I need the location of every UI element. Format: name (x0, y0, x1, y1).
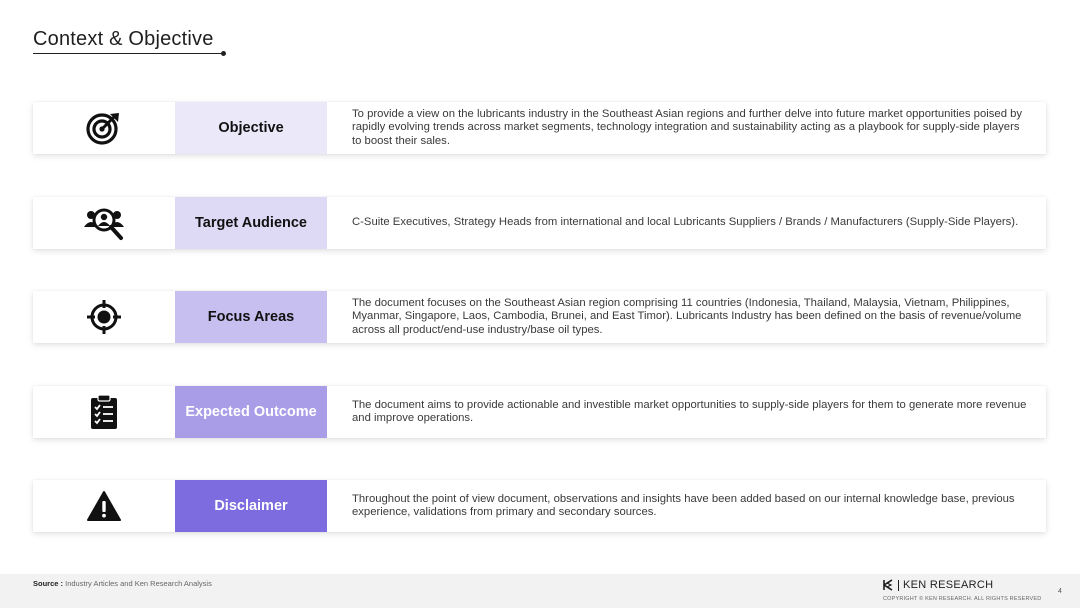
brand-separator (898, 580, 899, 591)
icon-cell (33, 102, 175, 154)
row-description: Throughout the point of view document, observations and insights have been added based on our internal knowledge base, previous experience, validations from primary and secondary sources. (352, 492, 1015, 518)
row-disclaimer (33, 480, 1046, 532)
row-label: Objective (175, 102, 327, 154)
page-number: 4 (1058, 588, 1062, 595)
icon-cell (33, 480, 175, 532)
source-label: Source : (33, 579, 64, 588)
title-underline-dot (221, 51, 226, 56)
brand-logo (883, 579, 993, 591)
row-description: To provide a view on the lubricants industry in the Southeast Asian regions and further delve into future market opportunities poised by rapidly evolving trends across market segments, technology integration and sustainability acting as a playbook for supply-side players to boost their sales. (352, 107, 1023, 147)
page-title: Context & Objective (33, 28, 214, 50)
brand-name: KEN RESEARCH (903, 579, 994, 591)
row-expected-outcome (33, 386, 1046, 438)
row-label: Disclaimer (175, 480, 327, 532)
title-underline (33, 53, 223, 54)
audience-search-icon (81, 205, 127, 241)
source-note (33, 579, 212, 588)
row-label: Focus Areas (175, 291, 327, 343)
row-description: C-Suite Executives, Strategy Heads from international and local Lubricants Suppliers / Brands / Manufacturers (Supply-Side Players). (352, 216, 1019, 229)
row-target-audience (33, 197, 1046, 249)
target-arrow-icon (86, 110, 122, 146)
row-objective (33, 102, 1046, 154)
icon-cell (33, 386, 175, 438)
source-text: Industry Articles and Ken Research Analysis (65, 579, 212, 588)
row-label: Expected Outcome (175, 386, 327, 438)
copyright-text: COPYRIGHT © KEN RESEARCH. ALL RIGHTS RESERVED (883, 596, 1042, 602)
ken-research-logo-icon (883, 579, 894, 591)
icon-cell (33, 197, 175, 249)
clipboard-checklist-icon (89, 394, 119, 430)
row-description: The document aims to provide actionable and investible market opportunities to supply-side players for them to generate more revenue and improve operations. (352, 398, 1027, 424)
row-description: The document focuses on the Southeast Asian region comprising 11 countries (Indonesia, Thailand, Malaysia, Vietnam, Philippines, Myanmar, Singapore, Laos, Cambodia, Brunei, and East Timor). Lubricants Industry has been defined on the basis of revenue/volume across all product/end-use industry/base oil types. (352, 296, 1022, 336)
row-label: Target Audience (175, 197, 327, 249)
warning-triangle-icon (87, 490, 121, 522)
crosshair-icon (86, 299, 122, 335)
row-focus-areas (33, 291, 1046, 343)
icon-cell (33, 291, 175, 343)
